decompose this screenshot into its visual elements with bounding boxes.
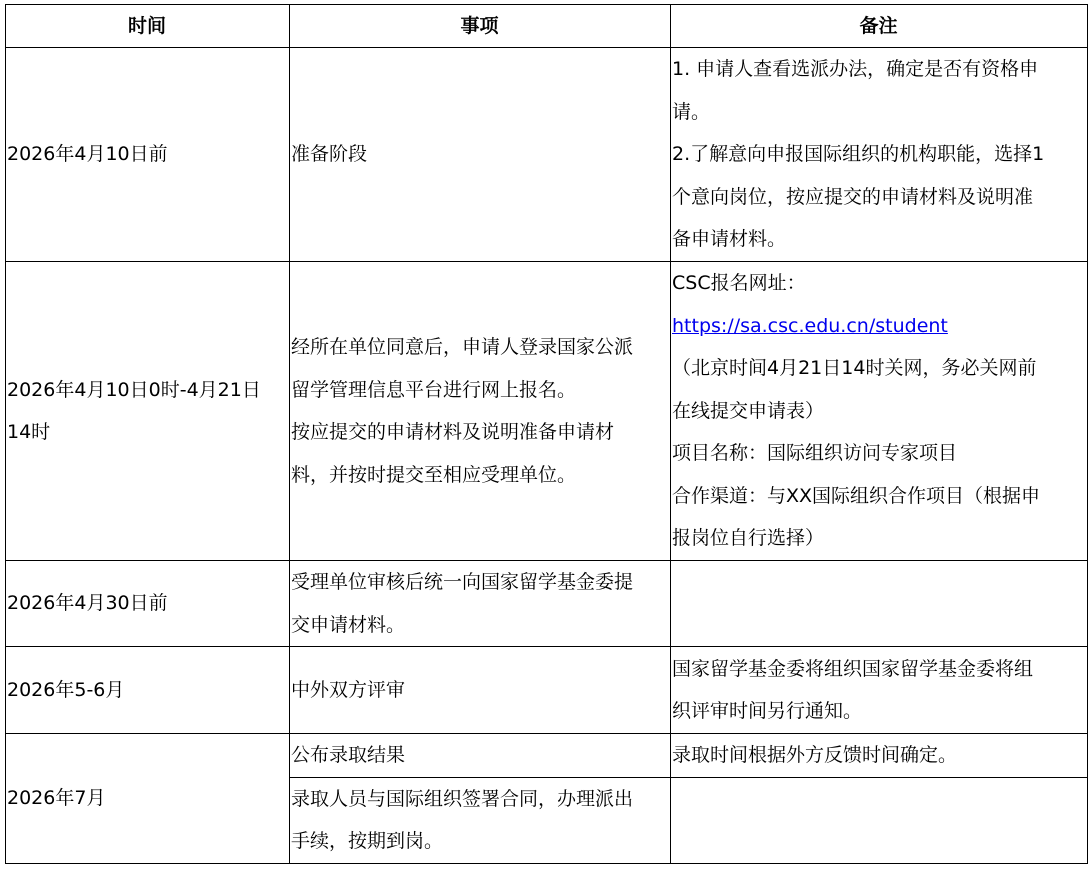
- time-text: 2026年7月: [7, 787, 106, 809]
- note-line: 在线提交申请表）: [672, 399, 825, 422]
- time-cell: [6, 561, 290, 647]
- note-line: 报岗位自行选择）: [672, 527, 825, 550]
- item-line: 按应提交的申请材料及说明准备申请材: [291, 421, 615, 443]
- note-line: 个意向岗位，按应提交的申请材料及说明准: [672, 185, 1034, 208]
- time-text: 2026年4月10日0时-4月21日: [7, 378, 261, 401]
- header-item: 事项: [290, 5, 671, 48]
- table-row: [6, 647, 1088, 734]
- table-row: [6, 561, 1088, 647]
- item-cell: [290, 262, 671, 561]
- item-cell: [290, 561, 671, 647]
- item-cell: [290, 48, 671, 262]
- time-text: 14时: [7, 421, 51, 443]
- note-line: 国家留学基金委将组织国家留学基金委将组: [672, 657, 1034, 680]
- item-line: 料，并按时提交至相应受理单位。: [291, 463, 577, 486]
- item-line: 经所在单位同意后，申请人登录国家公派: [291, 336, 634, 358]
- header-time: 时间: [6, 5, 290, 48]
- note-cell: [671, 262, 1088, 561]
- item-text: 准备阶段: [291, 143, 368, 166]
- note-cell: [671, 48, 1088, 262]
- note-cell-empty: [671, 777, 1088, 863]
- note-line: 2.了解意向申报国际组织的机构职能，选择1: [672, 143, 1045, 166]
- note-line: 备申请材料。: [672, 228, 787, 251]
- item-line: 受理单位审核后统一向国家留学基金委提: [291, 571, 634, 593]
- table-row: [6, 734, 1088, 778]
- time-cell: [6, 48, 290, 262]
- note-line: 合作渠道：与XX国际组织合作项目（根据申: [672, 484, 1041, 507]
- note-cell: [671, 647, 1088, 734]
- item-text: 公布录取结果: [291, 744, 406, 766]
- note-line: 1. 申请人查看选派办法，确定是否有资格申: [672, 58, 1039, 81]
- item-cell: [290, 777, 671, 863]
- csc-registration-link[interactable]: https://sa.csc.edu.cn/student: [672, 314, 948, 337]
- table-row: [6, 262, 1088, 561]
- item-line: 交申请材料。: [291, 613, 406, 636]
- note-line: CSC报名网址：: [672, 272, 806, 295]
- note-line: 织评审时间另行通知。: [672, 700, 863, 722]
- time-cell: [6, 262, 290, 561]
- item-line: 留学管理信息平台进行网上报名。: [291, 378, 577, 401]
- item-cell: [290, 647, 671, 734]
- schedule-table: [5, 4, 1088, 864]
- item-line: 录取人员与国际组织签署合同，办理派出: [291, 787, 634, 810]
- item-line: 手续，按期到岗。: [291, 830, 444, 852]
- table-row: [6, 48, 1088, 262]
- note-line: 请。: [672, 100, 711, 123]
- time-text: 2026年5-6月: [7, 678, 125, 701]
- time-cell: [6, 647, 290, 734]
- note-cell-empty: [671, 561, 1088, 647]
- item-text: 中外双方评审: [291, 678, 406, 701]
- header-row: [6, 5, 1088, 48]
- time-text: 2026年4月30日前: [7, 592, 168, 615]
- note-line: 项目名称：国际组织访问专家项目: [672, 442, 958, 465]
- note-line: （北京时间4月21日14时关网，务必关网前: [672, 357, 1037, 380]
- item-cell: [290, 734, 671, 778]
- header-note: 备注: [671, 5, 1088, 48]
- time-text: 2026年4月10日前: [7, 143, 168, 166]
- time-cell: [6, 734, 290, 864]
- note-line: 录取时间根据外方反馈时间确定。: [672, 744, 958, 766]
- note-cell: [671, 734, 1088, 778]
